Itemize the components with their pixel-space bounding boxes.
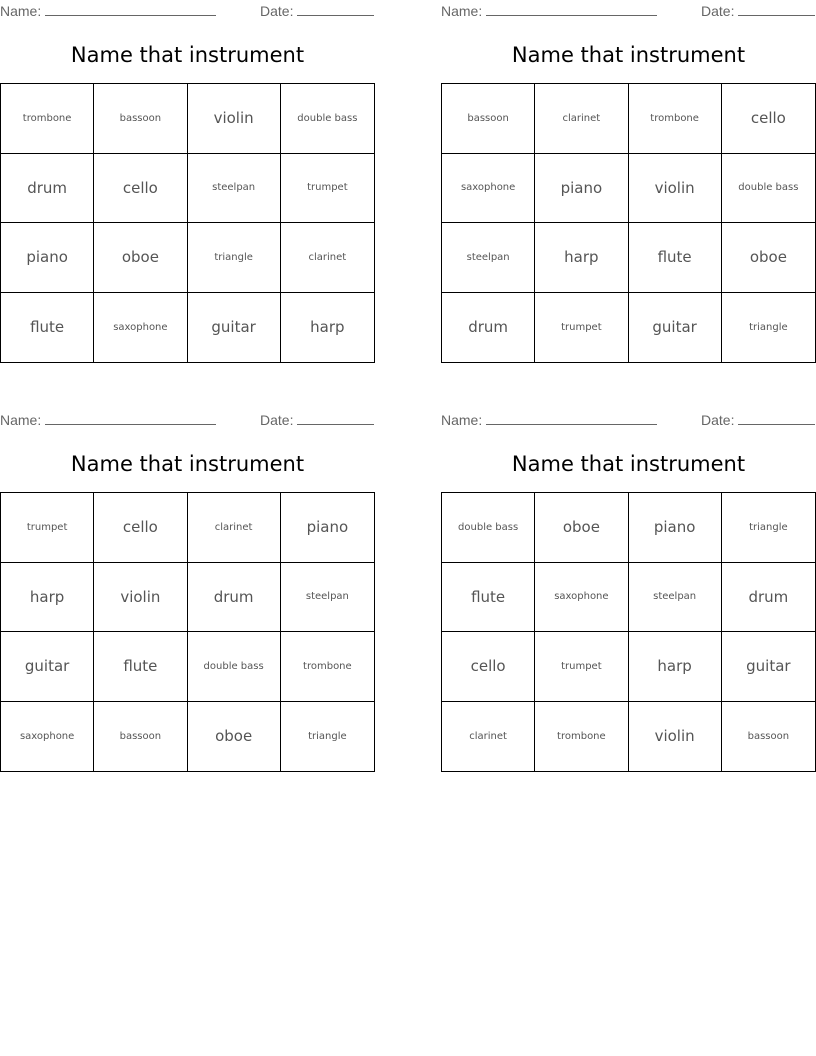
name-label: Name:: [0, 3, 42, 19]
grid-cell: cello: [442, 632, 535, 702]
grid-cell: piano: [281, 493, 374, 563]
grid-cell: trumpet: [1, 493, 94, 563]
card-title: Name that instrument: [511, 452, 746, 476]
grid-cell: oboe: [535, 493, 628, 563]
grid-cell: drum: [1, 154, 94, 224]
grid-cell: triangle: [722, 493, 815, 563]
bingo-card: [441, 0, 816, 365]
grid-cell: oboe: [94, 223, 187, 293]
grid-cell: triangle: [308, 730, 347, 742]
grid-cell: triangle: [749, 321, 788, 333]
grid-cell: steelpan: [281, 563, 374, 633]
grid-cell: saxophone: [1, 702, 94, 772]
grid-cell: clarinet: [442, 702, 535, 772]
date-label: Date:: [260, 412, 294, 428]
grid-cell: violin: [94, 563, 187, 633]
grid-cell: piano: [535, 154, 628, 224]
grid-cell: violin: [629, 702, 722, 772]
grid-cell: double bass: [188, 632, 281, 702]
bingo-card: [0, 0, 375, 365]
grid-cell: clarinet: [535, 84, 628, 154]
grid-cell: guitar: [722, 632, 815, 702]
grid-cell: saxophone: [535, 563, 628, 633]
grid-cell: steelpan: [188, 154, 281, 224]
bingo-grid: [0, 492, 375, 772]
grid-cell: trumpet: [535, 632, 628, 702]
grid-cell: trombone: [281, 632, 374, 702]
grid-cell: harp: [629, 632, 722, 702]
name-label: Name:: [0, 412, 42, 428]
grid-cell: bassoon: [747, 730, 790, 742]
grid-cell: trumpet: [281, 154, 374, 224]
date-label: Date:: [701, 3, 735, 19]
grid-cell: steelpan: [442, 223, 535, 293]
grid-cell: trombone: [1, 84, 94, 154]
name-date-row: [441, 2, 816, 20]
name-field: [441, 411, 657, 428]
bingo-grid: [0, 83, 375, 363]
grid-cell: triangle: [188, 223, 281, 293]
grid-cell: cello: [722, 84, 815, 154]
grid-cell: drum: [188, 563, 281, 633]
name-date-row: [441, 411, 816, 429]
grid-cell: flute: [94, 632, 187, 702]
grid-cell: violin: [188, 84, 281, 154]
name-line: [486, 2, 657, 16]
grid-cell: trumpet: [535, 293, 628, 363]
grid-cell: piano: [1, 223, 94, 293]
name-date-row: [0, 2, 375, 20]
card-title: Name that instrument: [511, 43, 746, 67]
grid-cell: flute: [1, 293, 94, 363]
date-line: [297, 411, 374, 425]
grid-cell: bassoon: [94, 84, 187, 154]
grid-cell: saxophone: [442, 154, 535, 224]
date-label: Date:: [260, 3, 294, 19]
grid-cell: harp: [1, 563, 94, 633]
card-title: Name that instrument: [70, 452, 305, 476]
grid-cell: trombone: [535, 702, 628, 772]
date-line: [738, 411, 815, 425]
name-field: [0, 411, 216, 428]
grid-cell: drum: [722, 563, 815, 633]
card-title: Name that instrument: [70, 43, 305, 67]
grid-cell: harp: [310, 318, 345, 337]
name-label: Name:: [441, 3, 483, 19]
grid-cell: clarinet: [281, 223, 374, 293]
grid-cell: guitar: [1, 632, 94, 702]
grid-cell: harp: [535, 223, 628, 293]
name-field: [0, 2, 216, 19]
grid-cell: clarinet: [188, 493, 281, 563]
grid-cell: double bass: [722, 154, 815, 224]
grid-cell: double bass: [442, 493, 535, 563]
grid-cell: steelpan: [629, 563, 722, 633]
name-line: [486, 411, 657, 425]
date-line: [738, 2, 815, 16]
date-field: [260, 411, 374, 428]
grid-cell: guitar: [629, 293, 722, 363]
grid-cell: cello: [94, 493, 187, 563]
name-field: [441, 2, 657, 19]
bingo-grid: [441, 83, 816, 363]
grid-cell: oboe: [188, 702, 281, 772]
date-field: [701, 2, 815, 19]
grid-cell: piano: [629, 493, 722, 563]
grid-cell: drum: [442, 293, 535, 363]
grid-cell: trombone: [629, 84, 722, 154]
grid-cell: bassoon: [442, 84, 535, 154]
grid-cell: flute: [629, 223, 722, 293]
name-line: [45, 411, 216, 425]
bingo-card: [0, 409, 375, 774]
grid-cell: cello: [94, 154, 187, 224]
grid-cell: double bass: [281, 84, 374, 154]
date-line: [297, 2, 374, 16]
bingo-card: [441, 409, 816, 774]
date-field: [701, 411, 815, 428]
bingo-grid: [441, 492, 816, 772]
grid-cell: saxophone: [94, 293, 187, 363]
grid-cell: guitar: [188, 293, 281, 363]
name-date-row: [0, 411, 375, 429]
grid-cell: oboe: [722, 223, 815, 293]
name-line: [45, 2, 216, 16]
grid-cell: flute: [442, 563, 535, 633]
name-label: Name:: [441, 412, 483, 428]
date-label: Date:: [701, 412, 735, 428]
grid-cell: bassoon: [94, 702, 187, 772]
date-field: [260, 2, 374, 19]
grid-cell: violin: [629, 154, 722, 224]
